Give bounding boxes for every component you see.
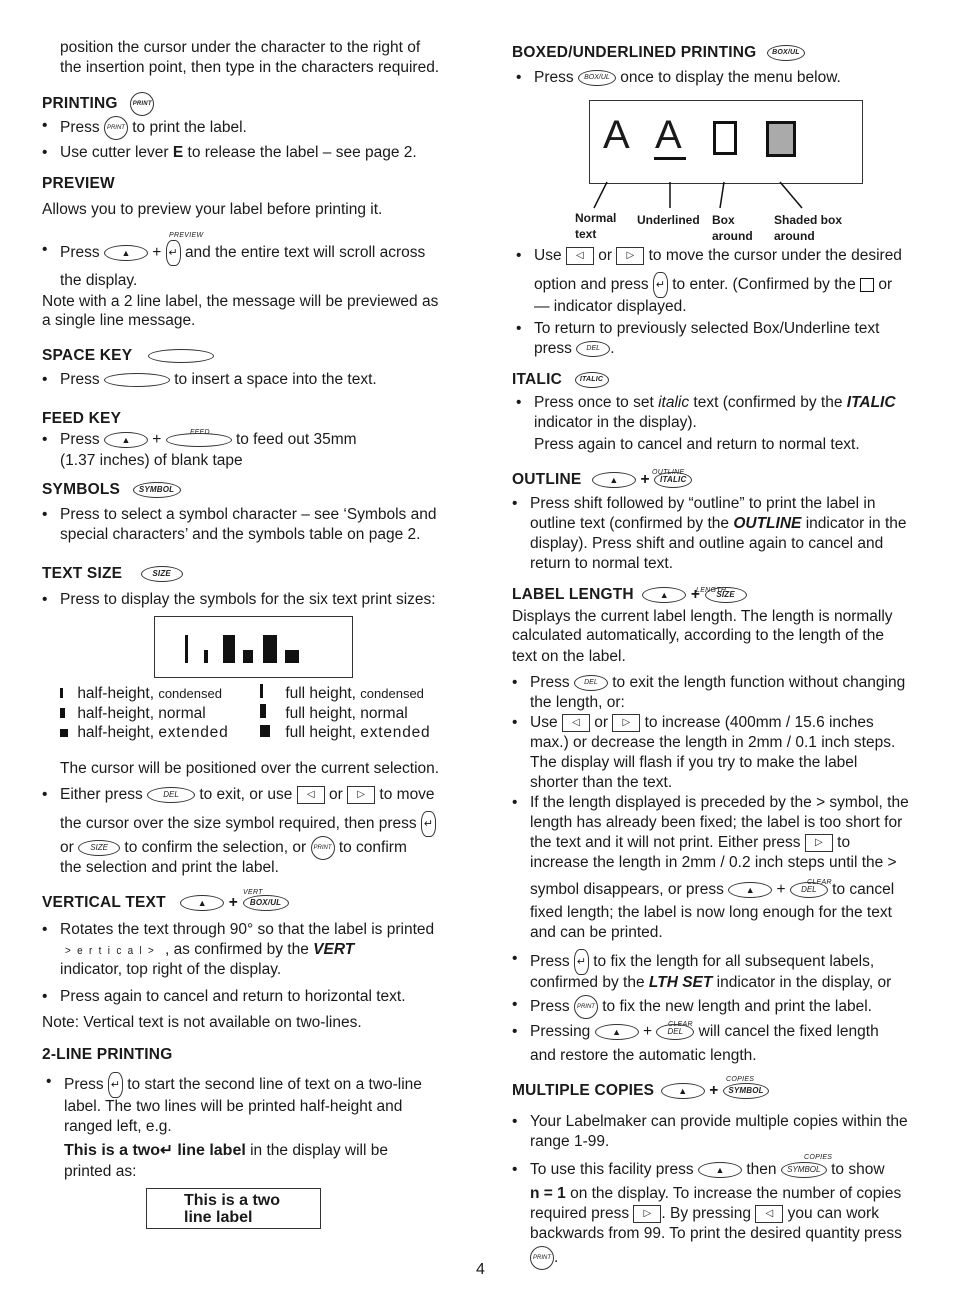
legend-full-normal: full height, normal — [260, 704, 408, 724]
size-key-icon: SIZE — [78, 840, 120, 856]
enter-key-icon: ↵ — [166, 240, 181, 266]
size-key-icon: SIZE — [705, 587, 747, 603]
legend-half-normal: half-height, normal — [60, 704, 206, 724]
twoline-heading: 2-LINE PRINTING — [42, 1046, 173, 1063]
feed-heading: FEED KEY — [42, 410, 122, 427]
boxed-return-bullet: • To return to previously selected Box/Underline text — [534, 319, 879, 339]
boxul-key-icon: BOX/UL — [578, 70, 616, 86]
length-heading: LABEL LENGTH ▲ + SIZE — [512, 585, 747, 605]
shift-key-icon: ▲ — [104, 432, 148, 448]
preview-bullet-cont: the display. — [60, 272, 138, 289]
boxed-use-bullet: • Use ◁ or ▷ to move the cursor under the desired — [534, 246, 902, 266]
copies-key-label-2: COPIES — [804, 1154, 833, 1161]
size-bar-half-normal — [204, 650, 208, 663]
label-shaded-box-around: Shaded box around — [774, 213, 843, 243]
outline-l2: outline text (confirmed by the OUTLINE indicator in the — [530, 515, 907, 532]
length-bullet-6: • Pressing ▲ + DEL will cancel the fixed length — [530, 1022, 879, 1042]
size-key-icon: SIZE — [141, 566, 183, 582]
symbol-key-icon: SYMBOL — [723, 1083, 769, 1099]
intro-line-2: the insertion point, then type in the characters required. — [60, 59, 440, 76]
right-arrow-key-icon: ▷ — [805, 834, 833, 852]
copies-bullet-2: • To use this facility press ▲ then SYMBOL to show — [530, 1160, 885, 1180]
boxed-use-l2: option and press ↵ to enter. (Confirmed by the or — [534, 272, 892, 298]
space-bullet: • Press to insert a space into the text. — [60, 370, 377, 390]
label-box-around: Box around — [712, 213, 753, 243]
preview-heading: PREVIEW — [42, 175, 115, 192]
length-desc-3: text on the label. — [512, 648, 626, 665]
right-arrow-key-icon: ▷ — [347, 786, 375, 804]
boxul-key-icon: BOX/UL — [243, 895, 289, 911]
italic-heading: ITALIC ITALIC — [512, 370, 609, 390]
textsize-bullet: • Press to display the symbols for the six text print sizes: — [60, 590, 436, 610]
copies-bullet-2-l4: backwards from 99. To print the desired quantity press — [530, 1225, 902, 1242]
clear-key-label: CLEAR — [807, 879, 832, 886]
copies-key-label: COPIES — [726, 1076, 755, 1083]
del-key-icon: DEL — [576, 341, 610, 357]
boxed-pointer-lines — [512, 180, 932, 210]
shift-key-icon: ▲ — [698, 1162, 742, 1178]
textsize-display — [154, 616, 353, 678]
textsize-either-bullet: • Either press DEL to exit, or use ◁ or ▷ to move — [60, 785, 435, 805]
enter-key-icon: ↵ — [653, 272, 668, 298]
boxed-return-l2: press DEL . — [534, 340, 615, 357]
length-bullet-3-l7: and can be printed. — [530, 924, 663, 941]
twoline-example-l2: printed as: — [64, 1163, 137, 1180]
left-arrow-key-icon: ◁ — [755, 1205, 783, 1223]
twoline-bullet-l3: ranged left, e.g. — [64, 1118, 172, 1135]
shift-key-icon: ▲ — [592, 472, 636, 488]
space-key-icon — [166, 433, 232, 447]
shift-key-icon: ▲ — [661, 1083, 705, 1099]
length-bullet-2: • Use ◁ or ▷ to increase (400mm / 15.6 inches — [530, 713, 874, 733]
boxed-bullet-1: • Press BOX/UL once to display the menu below. — [534, 68, 841, 88]
boxed-use-l3: — indicator displayed. — [534, 298, 687, 315]
symbol-key-icon: SYMBOL — [133, 482, 181, 498]
length-bullet-3-l2: length has already been fixed; the label is too short for — [530, 814, 903, 831]
vertical-bullet-2: • Press again to cancel and return to horizontal text. — [60, 987, 406, 1007]
size-bar-full-narrow — [223, 635, 235, 663]
textsize-heading: TEXT SIZE SIZE — [42, 564, 183, 584]
del-key-icon: DEL — [574, 675, 608, 691]
copies-bullet-1: • Your Labelmaker can provide multiple copies within the — [530, 1112, 908, 1132]
legend-full-extended: full height, extended — [260, 723, 430, 743]
del-key-icon: DEL — [790, 882, 828, 898]
copies-bullet-2-l2: n = 1 on the display. To increase the number of copies — [530, 1185, 902, 1202]
display-underline-bar — [654, 157, 686, 160]
copies-bullet-2-l5: PRINT . — [530, 1246, 558, 1270]
size-bar-half-condensed — [185, 635, 188, 663]
feed-key-label: FEED — [190, 429, 210, 436]
shift-key-icon: ▲ — [180, 895, 224, 911]
space-heading: SPACE KEY — [42, 346, 214, 366]
boxul-key-icon: BOX/UL — [767, 45, 805, 61]
outline-bullet: • Press shift followed by “outline” to print the label in — [530, 494, 875, 514]
length-bullet-5: • Press PRINT to fix the new length and print the label. — [530, 995, 872, 1019]
legend-half-extended: half-height, extended — [60, 723, 229, 743]
print-key-icon: PRINT — [130, 92, 154, 116]
twoline-printed-label: This is a two line label — [146, 1188, 321, 1229]
enter-key-icon: ↵ — [108, 1072, 123, 1098]
printing-bullet-2: • Use cutter lever E to release the label – see page 2. — [60, 143, 417, 163]
legend-half-condensed: half-height, condensed — [60, 684, 222, 704]
enter-key-icon: ↵ — [421, 811, 436, 837]
outline-l4: return to normal text. — [530, 555, 674, 572]
length-bullet-6-l2: and restore the automatic length. — [530, 1047, 757, 1064]
outline-l3: display). Press shift and outline again to cancel and — [530, 535, 884, 552]
italic-key-icon: ITALIC — [654, 472, 692, 488]
display-normal-a: A — [603, 113, 630, 157]
display-shaded-box — [766, 121, 796, 157]
printing-heading: PRINTING PRINT — [42, 92, 154, 116]
length-bullet-4: • Press ↵ to fix the length for all subsequent labels, — [530, 949, 874, 975]
print-key-icon: PRINT — [574, 995, 598, 1019]
print-key-icon: PRINT — [311, 836, 335, 860]
label-normal-text: Normal text — [575, 211, 617, 241]
copies-bullet-1-l2: range 1-99. — [530, 1133, 610, 1150]
intro-line-1: position the cursor under the character to the right of — [60, 39, 421, 56]
length-key-label: LENGTH — [696, 587, 727, 594]
preview-note-2: a single line message. — [42, 312, 196, 329]
print-key-icon: PRINT — [530, 1246, 554, 1270]
length-bullet-1: • Press DEL to exit the length function without changing — [530, 673, 905, 693]
shift-key-icon: ▲ — [728, 882, 772, 898]
left-arrow-key-icon: ◁ — [566, 247, 594, 265]
del-key-icon: DEL — [656, 1024, 694, 1040]
feed-bullet-cont: (1.37 inches) of blank tape — [60, 452, 243, 469]
symbols-bullet-1: • Press to select a symbol character – see ‘Symbols and — [60, 505, 436, 525]
vertical-note: Note: Vertical text is not available on two-lines. — [42, 1014, 362, 1031]
length-bullet-2-l4: shorter than the text. — [530, 774, 673, 791]
outline-heading: OUTLINE ▲ + ITALIC — [512, 470, 692, 490]
boxed-display — [589, 100, 863, 184]
space-key-icon — [104, 373, 170, 387]
italic-l2: indicator in the display). — [534, 414, 697, 431]
page-number: 4 — [476, 1261, 485, 1278]
vert-key-label: VERT — [243, 889, 263, 896]
size-bar-full — [263, 635, 277, 663]
feed-bullet: • Press ▲ + to feed out 35mm — [60, 430, 357, 450]
right-arrow-key-icon: ▷ — [612, 714, 640, 732]
legend-full-condensed: full height, condensed — [260, 684, 424, 704]
copies-bullet-2-l3: required press ▷ . By pressing ◁ you can work — [530, 1205, 879, 1222]
length-bullet-3-l3: the text and it will not print. Either press ▷ to — [530, 834, 851, 851]
del-key-icon: DEL — [147, 787, 195, 803]
boxed-heading: BOXED/UNDERLINED PRINTING BOX/UL — [512, 43, 805, 63]
left-arrow-key-icon: ◁ — [562, 714, 590, 732]
label-underlined: Underlined — [637, 213, 700, 227]
symbols-heading: SYMBOLS SYMBOL — [42, 480, 181, 500]
symbol-key-icon: SYMBOL — [781, 1162, 827, 1178]
symbols-bullet-1-cont: special characters’ and the symbols table on page 2. — [60, 526, 421, 543]
shift-key-icon: ▲ — [104, 245, 148, 261]
length-desc-2: calculated automatically, according to the length of the — [512, 627, 884, 644]
length-bullet-3: • If the length displayed is preceded by the > symbol, the — [530, 793, 909, 813]
right-arrow-key-icon: ▷ — [633, 1205, 661, 1223]
vertical-bullet-1-cont: > e r t i c a l > , as confirmed by the VERT — [65, 941, 355, 958]
copies-heading: MULTIPLE COPIES ▲ + SYMBOL — [512, 1081, 769, 1101]
textsize-either-line3: or SIZE to confirm the selection, or PRINT to confirm — [60, 836, 407, 860]
display-underlined-a: A — [655, 113, 682, 157]
italic-l3: Press again to cancel and return to normal text. — [534, 436, 860, 453]
enter-key-icon: ↵ — [574, 949, 589, 975]
box-indicator-icon — [860, 278, 874, 292]
left-arrow-key-icon: ◁ — [297, 786, 325, 804]
vertical-bullet-1: • Rotates the text through 90° so that the label is printed — [60, 920, 434, 940]
printing-bullet-1: • Press PRINT to print the label. — [60, 116, 247, 140]
twoline-example: This is a two↵ line label in the display will be — [64, 1142, 388, 1159]
outline-key-label: OUTLINE — [652, 469, 685, 476]
length-desc-1: Displays the current label length. The length is normally — [512, 608, 893, 625]
vertical-heading: VERTICAL TEXT ▲ + BOX/UL — [42, 893, 289, 913]
textsize-either-line2: the cursor over the size symbol required, then press ↵ — [60, 811, 436, 837]
preview-key-label: PREVIEW — [169, 232, 204, 239]
length-bullet-4-l2: confirmed by the LTH SET indicator in the display, or — [530, 974, 892, 991]
length-bullet-3-l5: symbol disappears, or press ▲ + DEL to cancel — [530, 881, 895, 898]
textsize-either-line4: the selection and print the label. — [60, 859, 279, 876]
preview-note-1: Note with a 2 line label, the message will be previewed as — [42, 293, 439, 310]
length-bullet-2-l3: The display will flash if you try to make the label — [530, 754, 858, 771]
return-arrow-icon: ↵ — [160, 1142, 174, 1159]
size-bar-small-extended — [285, 650, 299, 663]
vertical-bullet-1-cont2: indicator, top right of the display. — [60, 961, 282, 978]
space-key-icon — [148, 349, 214, 363]
right-arrow-key-icon: ▷ — [616, 247, 644, 265]
print-key-icon: PRINT — [104, 116, 128, 140]
size-bar-half-extended — [243, 650, 253, 663]
preview-bullet: • Press ▲ + ↵ and the entire text will scroll across — [60, 240, 425, 266]
display-box — [713, 121, 737, 155]
shift-key-icon: ▲ — [642, 587, 686, 603]
length-bullet-3-l4: increase the length in 2mm / 0.2 inch steps until the > — [530, 854, 897, 871]
twoline-bullet-l2: label. The two lines will be printed half-height and — [64, 1098, 403, 1115]
length-bullet-3-l6: fixed length; the label is now long enough for the text — [530, 904, 892, 921]
italic-bullet: • Press once to set italic text (confirmed by the ITALIC — [534, 393, 896, 413]
preview-desc: Allows you to preview your label before printing it. — [42, 201, 383, 218]
length-bullet-1-l2: the length, or: — [530, 694, 625, 711]
cursor-note: The cursor will be positioned over the current selection. — [60, 760, 440, 777]
shift-key-icon: ▲ — [595, 1024, 639, 1040]
clear-key-label-2: CLEAR — [668, 1021, 693, 1028]
length-bullet-2-l2: max.) or decrease the length in 2mm / 0.1 inch steps. — [530, 734, 896, 751]
twoline-bullet: • Press ↵ to start the second line of text on a two-line — [64, 1072, 422, 1098]
italic-key-icon: ITALIC — [575, 372, 609, 388]
